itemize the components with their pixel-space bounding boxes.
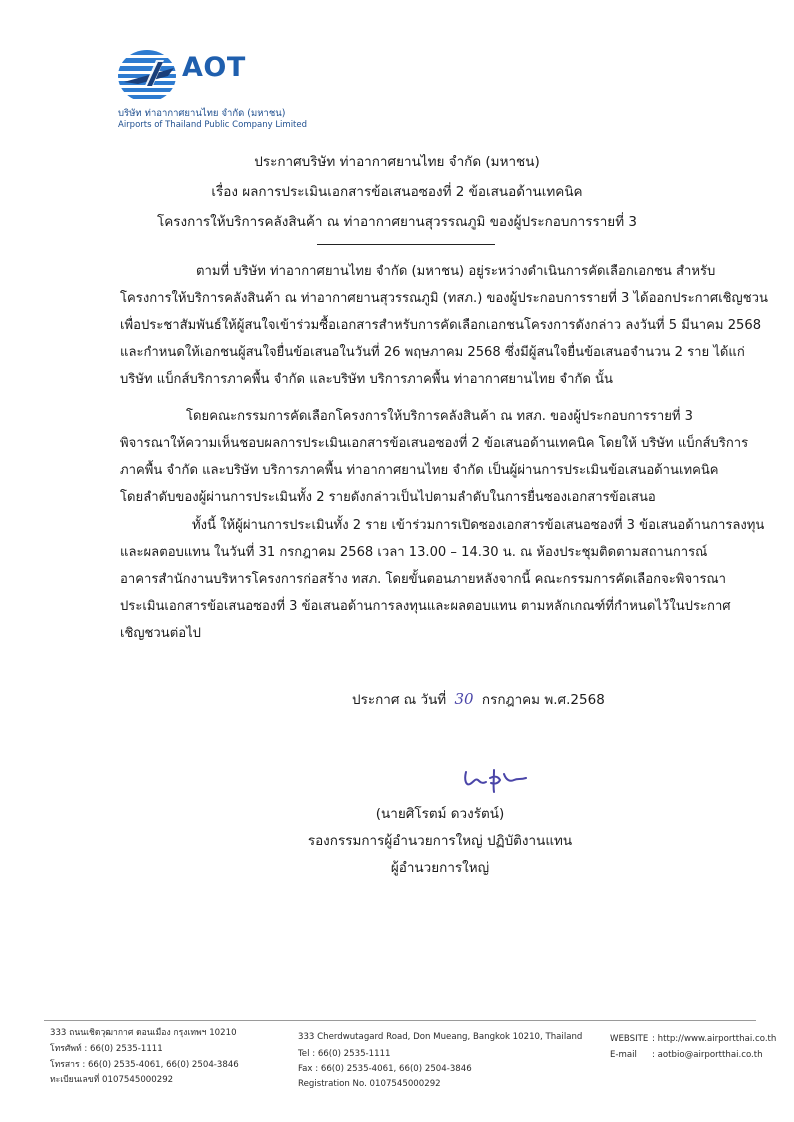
- announcement-date: [352, 688, 605, 710]
- paragraph-line: ภาคพื้น จำกัด และบริษัท บริการภาคพื้น ท่าอากาศยานไทย จำกัด เป็นผู้ผ่านการประเมินข้อเสนอด้านเทคนิค: [120, 463, 719, 478]
- paragraph-line: โครงการให้บริการคลังสินค้า ณ ท่าอากาศยานสุวรรณภูมิ (ทสภ.) ของผู้ประกอบการรายที่ 3 ได้ออกประกาศเชิญชวน: [120, 291, 768, 306]
- footer-reg-en: Registration No. 0107545000292: [298, 1079, 441, 1089]
- signatory-position: รองกรรมการผู้อำนวยการใหญ่ ปฏิบัติงานแทน: [307, 833, 573, 849]
- footer-website-label: WEBSITE: [610, 1034, 649, 1044]
- paragraph-line: และกำหนดให้เอกชนผู้สนใจยื่นข้อเสนอในวันที่ 26 พฤษภาคม 2568 ซึ่งมีผู้สนใจยื่นข้อเสนอจำนวน 2 ราย ได้แก่: [120, 345, 745, 360]
- signatory-name: (นายศิโรตม์ ดวงรัตน์): [375, 806, 505, 822]
- footer-reg-th: ทะเบียนเลขที่ 0107545000292: [50, 1075, 174, 1085]
- paragraph-line: โดยลำดับของผู้ผ่านการประเมินทั้ง 2 รายดังกล่าวเป็นไปตามลำดับในการยื่นซองเอกสารข้อเสนอ: [120, 490, 656, 505]
- date-suffix: กรกฎาคม พ.ศ.2568: [481, 692, 605, 708]
- footer-tel-en: Tel : 66(0) 2535-1111: [298, 1049, 391, 1059]
- paragraph-line: ทั้งนี้ ให้ผู้ผ่านการประเมินทั้ง 2 ราย เข้าร่วมการเปิดซองเอกสารข้อเสนอซองที่ 3 ข้อเสนอด้านการลงทุน: [192, 518, 765, 533]
- title-underline: [317, 244, 495, 245]
- footer-address-th: 333 ถนนเชิดวุฒากาศ ดอนเมือง กรุงเทพฯ 10210: [50, 1028, 237, 1038]
- footer-tel-th: โทรศัพท์ : 66(0) 2535-1111: [50, 1044, 163, 1054]
- logo-wordmark: AOT: [182, 52, 246, 83]
- date-prefix: ประกาศ ณ วันที่: [352, 692, 447, 708]
- paragraph-line: พิจารณาให้ความเห็นชอบผลการประเมินเอกสารข้อเสนอซองที่ 2 ข้อเสนอด้านเทคนิค โดยให้ บริษัท แบ็กส์บริการ: [120, 436, 749, 451]
- signature-icon: [460, 764, 540, 798]
- paragraph-line: ประเมินเอกสารข้อเสนอซองที่ 3 ข้อเสนอด้านการลงทุนและผลตอบแทน ตามหลักเกณฑ์ที่กำหนดไว้ในประกาศ: [120, 599, 731, 614]
- aot-emblem-icon: [118, 48, 178, 104]
- footer-fax-th: โทรสาร : 66(0) 2535-4061, 66(0) 2504-3846: [50, 1060, 239, 1070]
- footer-website-link[interactable]: : http://www.airportthai.co.th: [652, 1034, 777, 1044]
- paragraph-line: บริษัท แบ็กส์บริการภาคพื้น จำกัด และบริษัท บริการภาคพื้น ท่าอากาศยานไทย จำกัด นั้น: [120, 372, 613, 387]
- date-day-handwritten: 30: [454, 690, 474, 708]
- footer-fax-en: Fax : 66(0) 2535-4061, 66(0) 2504-3846: [298, 1064, 472, 1074]
- company-name-en: Airports of Thailand Public Company Limited: [118, 120, 308, 130]
- footer-address-en: 333 Cherdwutagard Road, Don Mueang, Bangkok 10210, Thailand: [298, 1032, 583, 1042]
- signatory-position-2: ผู้อำนวยการใหญ่: [390, 860, 490, 876]
- paragraph-line: เพื่อประชาสัมพันธ์ให้ผู้สนใจเข้าร่วมซื้อเอกสารสำหรับการคัดเลือกเอกชนโครงการดังกล่าว ลงวันที่ 5 มีนาคม 2568: [120, 318, 762, 333]
- announcement-heading: ประกาศบริษัท ท่าอากาศยานไทย จำกัด (มหาชน): [254, 154, 540, 170]
- paragraph-line: และผลตอบแทน ในวันที่ 31 กรกฎาคม 2568 เวลา 13.00 – 14.30 น. ณ ห้องประชุมติดตามสถานการณ์: [120, 545, 708, 560]
- footer-divider: [44, 1020, 756, 1021]
- paragraph-line: อาคารสำนักงานบริหารโครงการก่อสร้าง ทสภ. โดยขั้นตอนภายหลังจากนี้ คณะกรรมการคัดเลือกจะพิจารณา: [120, 572, 726, 587]
- footer-email-link[interactable]: : aotbio@airportthai.co.th: [652, 1050, 763, 1060]
- company-name-th: บริษัท ท่าอากาศยานไทย จำกัด (มหาชน): [118, 108, 286, 119]
- subject-line: เรื่อง ผลการประเมินเอกสารข้อเสนอซองที่ 2 ข้อเสนอด้านเทคนิค: [211, 184, 583, 200]
- aot-logo: [118, 48, 308, 136]
- footer-email-label: E-mail: [610, 1050, 637, 1060]
- paragraph-line: ตามที่ บริษัท ท่าอากาศยานไทย จำกัด (มหาชน) อยู่ระหว่างดำเนินการคัดเลือกเอกชน สำหรับ: [196, 264, 716, 279]
- paragraph-line: โดยคณะกรรมการคัดเลือกโครงการให้บริการคลังสินค้า ณ ทสภ. ของผู้ประกอบการรายที่ 3: [186, 409, 693, 424]
- project-line: โครงการให้บริการคลังสินค้า ณ ท่าอากาศยานสุวรรณภูมิ ของผู้ประกอบการรายที่ 3: [157, 214, 637, 230]
- paragraph-line: เชิญชวนต่อไป: [120, 626, 201, 641]
